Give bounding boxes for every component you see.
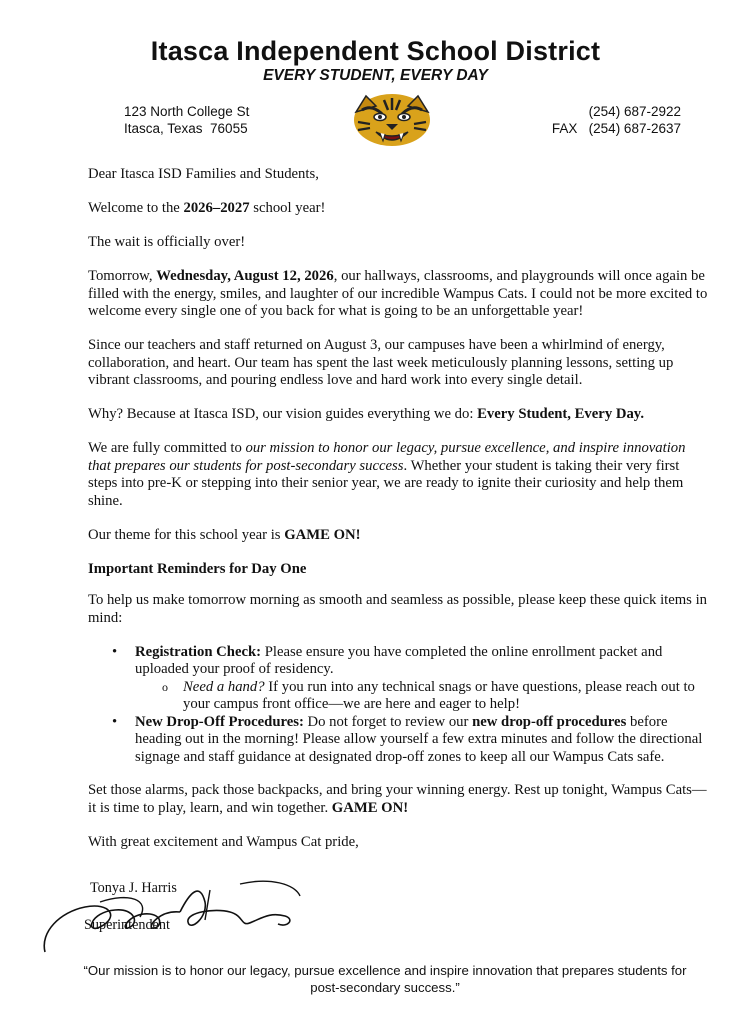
welcome-post: school year! [249,200,326,216]
district-contact [552,103,681,137]
theme-pre: Our theme for this school year is [88,526,285,543]
closing-paragraph [88,782,708,817]
reminders-heading [88,561,708,579]
p4-post: . Whether your student is taking their very first steps into pre-K or stepping into their senior year, we are ready to ignite their curiosity and help them shine. [88,457,684,509]
bullet-text: Please ensure you have completed the online enrollment packet and uploaded your proof of residency. [135,643,663,677]
p1-pre: Tomorrow, [88,268,157,284]
address-line-1: 123 North College St [124,104,250,119]
sub-text: If you run into any technical snags or have questions, please reach out to your campus front office—we are here and eager to help! [183,678,695,712]
paragraph-vision [88,406,708,424]
mission-italic: our mission to honor our legacy, pursue excellence, and inspire innovation that prepares our students for post-secondary success [88,440,686,474]
signer-name: Tonya J. Harris [90,880,177,896]
closing-bold: GAME ON! [331,799,409,816]
greeting: Dear Itasca ISD Families and Students, [88,166,319,182]
signoff: With great excitement and Wampus Cat pride, [88,833,359,850]
tiger-head-logo-icon [352,92,432,148]
bullet-label: New Drop-Off Procedures: [135,713,304,730]
paragraph-theme [88,527,708,545]
p4-pre: We are fully committed to [88,440,246,456]
bullet-icon: • [112,643,118,660]
welcome-pre: Welcome to the [88,200,184,216]
p1-post: , our hallways, classrooms, and playgrounds will once again be filled with the energy, smiles, and laughter of our incredible Wampus Cats. I could not be more excited to welcome every single one of you back for what is going to be an unforgettable year! [88,268,708,319]
paragraph-first-day [88,268,708,321]
sub-label: Need a hand? [183,678,265,695]
p3-pre: Why? Because at Itasca ISD, our vision guides everything we do: [88,406,478,422]
vision-statement: Every Student, Every Day. [477,406,644,422]
welcome-line [88,200,708,218]
bullet-bold: new drop-off procedures [472,713,627,730]
phone-number: (254) 687-2922 [588,104,681,119]
reminders-intro: To help us make tomorrow morning as smooth and seamless as possible, please keep these quick items in mind: [88,592,707,626]
first-day-date: Wednesday, August 12, 2026 [156,268,334,284]
bullet-label: Registration Check: [135,643,262,660]
circle-bullet-icon: o [162,679,168,694]
list-item [88,714,708,767]
address-line-2: Itasca, Texas 76055 [124,121,248,136]
fax-number: FAX (254) 687-2637 [551,121,681,136]
paragraph-mission [88,440,708,510]
reminders-heading-text: Important Reminders for Day One [88,560,307,577]
bullet-icon: • [112,713,118,730]
theme-name: GAME ON! [284,526,361,543]
district-motto: EVERY STUDENT, EVERY DAY [263,67,488,84]
signer-title: Superintendent [84,917,170,933]
sub-list-item [88,679,708,714]
district-name: Itasca Independent School District [150,36,601,66]
paragraph-staff-return: Since our teachers and staff returned on August 3, our campuses have been a whirlmind of energy, collaboration, and heart. Our team has spent the last week meticulously planning lessons, setting up vibrant classrooms, and pouring endless love and hard work into every single detail. [88,337,674,388]
handwritten-signature [40,872,310,964]
list-item [88,644,708,679]
wait-line: The wait is officially over! [88,234,246,250]
bullet-text-pre: Do not forget to review our [303,713,473,730]
footer-mission: “Our mission is to honor our legacy, pursue excellence and inspire innovation that prepares students for post-secondary success.” [83,963,687,995]
closing-pre: Set those alarms, pack those backpacks, and bring your winning energy. Rest up tonight, Wampus Cats—it is time to play, learn, and win together. [88,782,707,816]
school-year: 2026–2027 [183,200,250,216]
district-address [124,103,249,137]
reminder-list [88,644,708,767]
letter-body [88,166,708,868]
bullet-text-post: before heading out in the morning! Please allow yourself a few extra minutes and follow the directional signage and staff guidance at designated drop-off zones to keep all our Wampus Cats safe. [135,713,703,765]
